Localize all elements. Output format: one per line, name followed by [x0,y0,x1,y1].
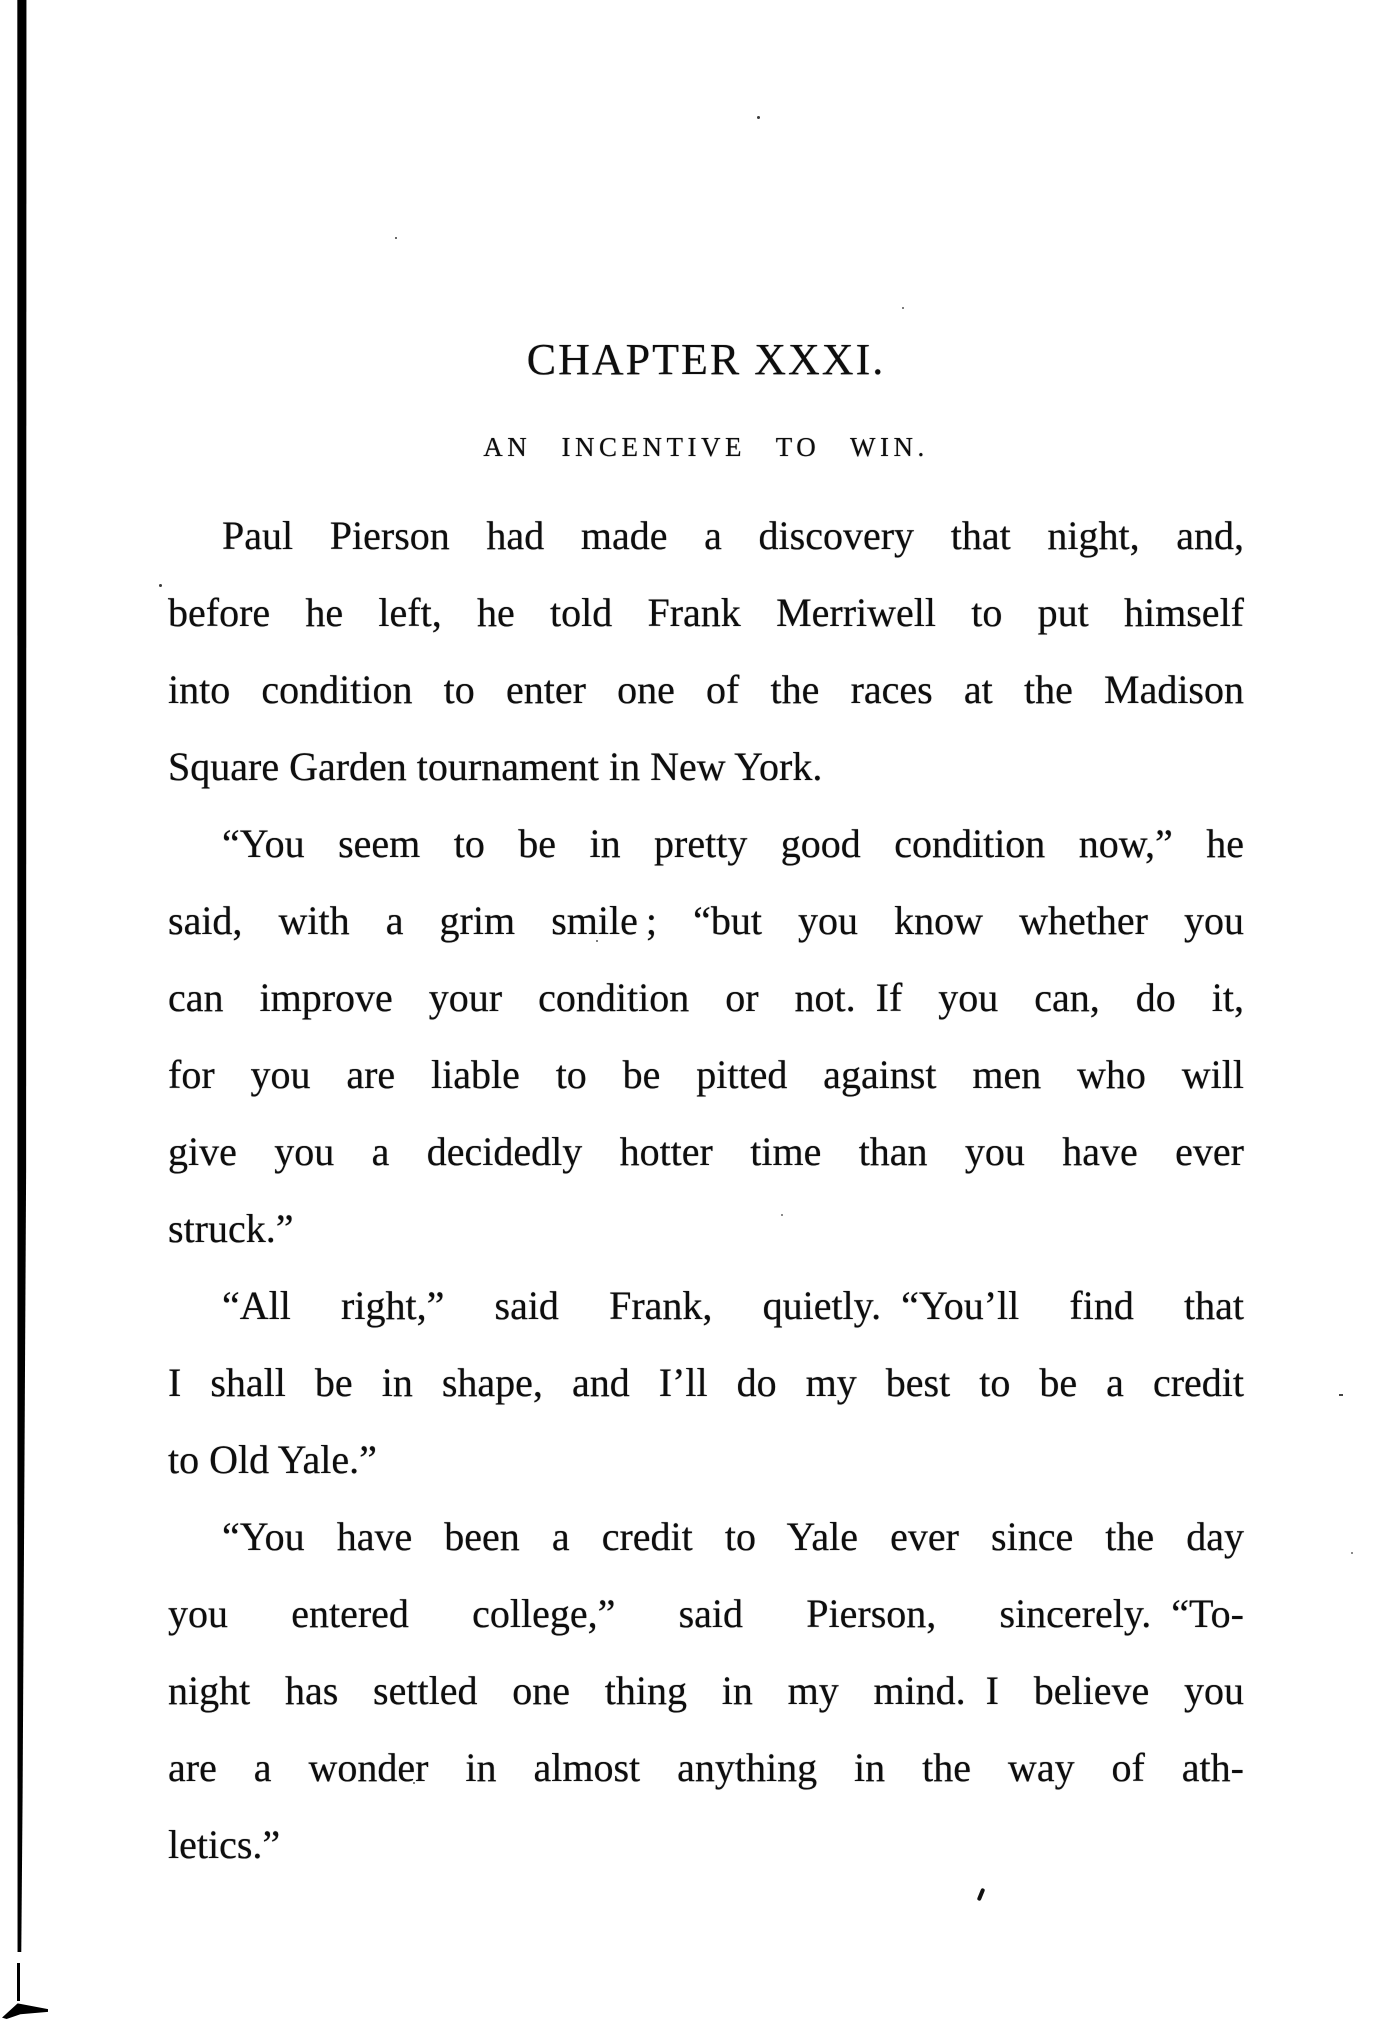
text-line: into condition to enter one of the races at the Madison [168,667,1244,712]
paragraph-2 [168,805,1244,1267]
text-line: for you are liable to be pitted against men who will [168,1052,1244,1097]
text-line: “All right,” said Frank, quietly. “You’ll find that [222,1283,1244,1328]
text-line: can improve your condition or not. If you can, do it, [168,975,1244,1020]
scan-speck [902,307,904,309]
text-line: Paul Pierson had made a discovery that night, and, [222,513,1244,558]
scan-border-line [16,0,27,1952]
paragraph-3 [168,1267,1244,1498]
text-line: “You have been a credit to Yale ever since the day [222,1514,1244,1559]
scan-tick-mark [977,1888,986,1902]
chapter-title: CHAPTER XXXI. [526,335,886,384]
scan-speck [395,237,397,239]
text-line: “You seem to be in pretty good condition now,” he [222,821,1244,866]
ink-smudge [2,2002,48,2019]
paragraph-4 [168,1498,1244,1883]
scan-speck [757,116,760,119]
text-line: Square Garden tournament in New York. [168,744,823,789]
text-line: you entered college,” said Pierson, sincerely. “To- [168,1591,1244,1636]
text-line: struck.” [168,1206,294,1251]
text-line: night has settled one thing in my mind. I believe you [168,1668,1244,1713]
text-line: said, with a grim smile ; “but you know whether you [168,898,1244,943]
scan-speck [1339,1394,1343,1396]
body-text [168,497,1244,1883]
text-line: are a wonder in almost anything in the way of ath- [168,1745,1244,1790]
chapter-subtitle: AN INCENTIVE TO WIN. [483,432,929,462]
scan-speck [159,584,162,587]
scan-border-dash [17,1963,20,2001]
paragraph-1 [168,497,1244,805]
text-line: I shall be in shape, and I’ll do my best to be a credit [168,1360,1244,1405]
scan-speck [1351,1552,1353,1554]
text-line: letics.” [168,1822,281,1867]
text-line: before he left, he told Frank Merriwell to put himself [168,590,1244,635]
text-line: give you a decidedly hotter time than you have ever [168,1129,1244,1174]
text-line: to Old Yale.” [168,1437,377,1482]
